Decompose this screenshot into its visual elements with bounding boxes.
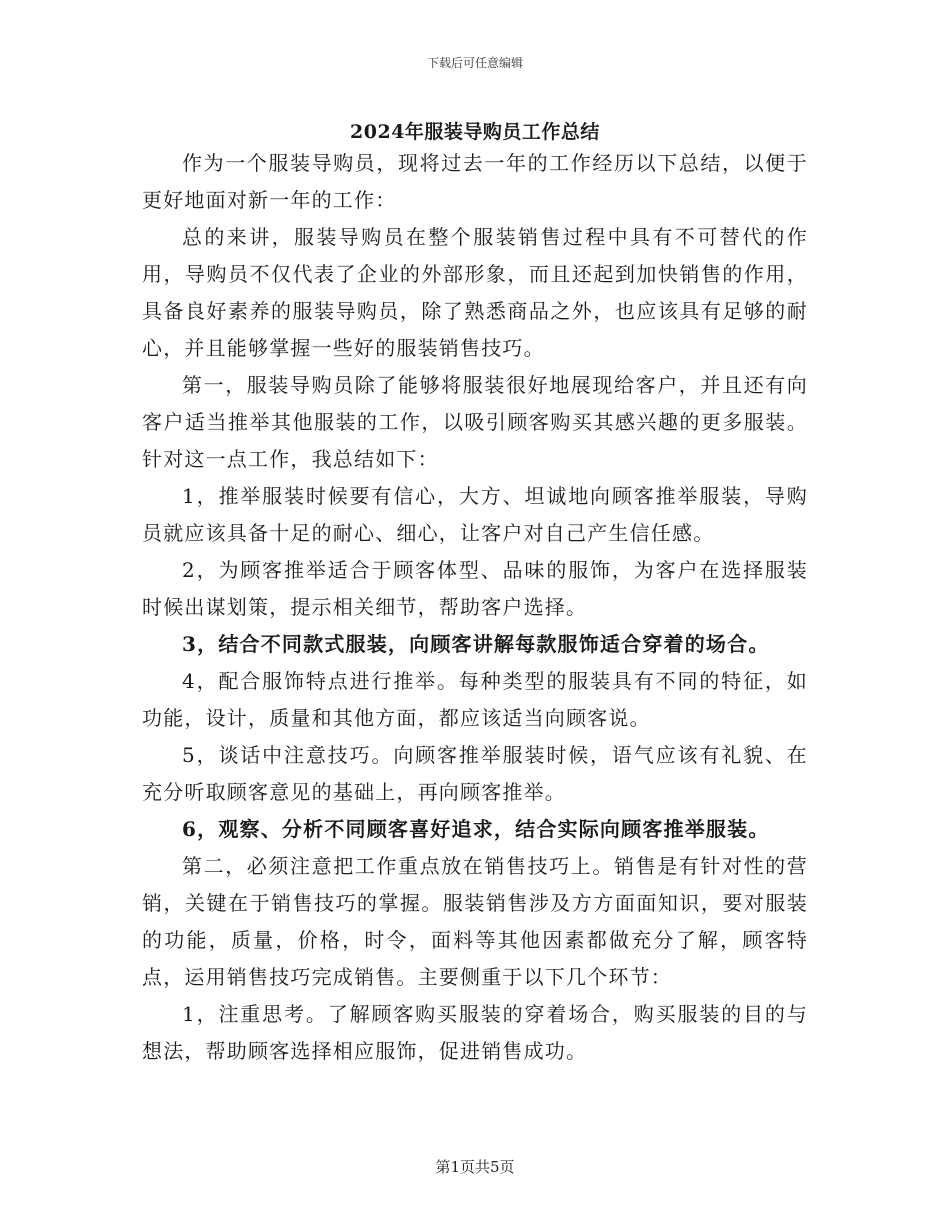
paragraph-overview: 总的来讲，服装导购员在整个服装销售过程中具有不可替代的作用，导购员不仅代表了企业的外部形象，而且还起到加快销售的作用，具备良好素养的服装导购员，除了熟悉商品之外，也应该具有足够的耐心，并且能够掌握一些好的服装销售技巧。 [142,225,808,360]
header-note: 下载后可任意编辑 [426,56,523,70]
paragraph-item-4: 4，配合服饰特点进行推举。每种类型的服装具有不同的特征，如功能，设计，质量和其他方面，都应该适当向顾客说。 [142,669,808,730]
paragraph-item-6: 6，观察、分析不同顾客喜好追求，结合实际向顾客推举服装。 [182,817,770,841]
paragraph-intro: 作为一个服装导购员，现将过去一年的工作经历以下总结，以便于更好地面对新一年的工作： [142,151,808,212]
paragraph-point-one: 第一，服装导购员除了能够将服装很好地展现给客户，并且还有向客户适当推举其他服装的工作，以吸引顾客购买其感兴趣的更多服装。针对这一点工作，我总结如下： [142,373,808,471]
page-number: 第1页共5页 [435,1158,515,1176]
paragraph-item-2: 2，为顾客推举适合于顾客体型、品味的服饰，为客户在选择服装时候出谋划策，提示相关细节，帮助客户选择。 [142,558,808,619]
document-body [142,145,808,1070]
paragraph-item-3: 3，结合不同款式服装，向顾客讲解每款服饰适合穿着的场合。 [182,632,770,656]
paragraph-item-1: 1，推举服装时候要有信心，大方、坦诚地向顾客推举服装，导购员就应该具备十足的耐心、细心，让客户对自己产生信任感。 [142,484,808,545]
document-title: 2024年服装导购员工作总结 [350,121,600,143]
paragraph-sub-item-1: 1，注重思考。了解顾客购买服装的穿着场合，购买服装的目的与想法，帮助顾客选择相应服饰，促进销售成功。 [142,1002,808,1063]
paragraph-point-two: 第二，必须注意把工作重点放在销售技巧上。销售是有针对性的营销，关键在于销售技巧的掌握。服装销售涉及方方面面知识，要对服装的功能，质量，价格，时令，面料等其他因素都做充分了解，顾客特点，运用销售技巧完成销售。主要侧重于以下几个环节： [142,854,808,989]
paragraph-item-5: 5，谈话中注意技巧。向顾客推举服装时候，语气应该有礼貌、在充分听取顾客意见的基础上，再向顾客推举。 [142,743,808,804]
